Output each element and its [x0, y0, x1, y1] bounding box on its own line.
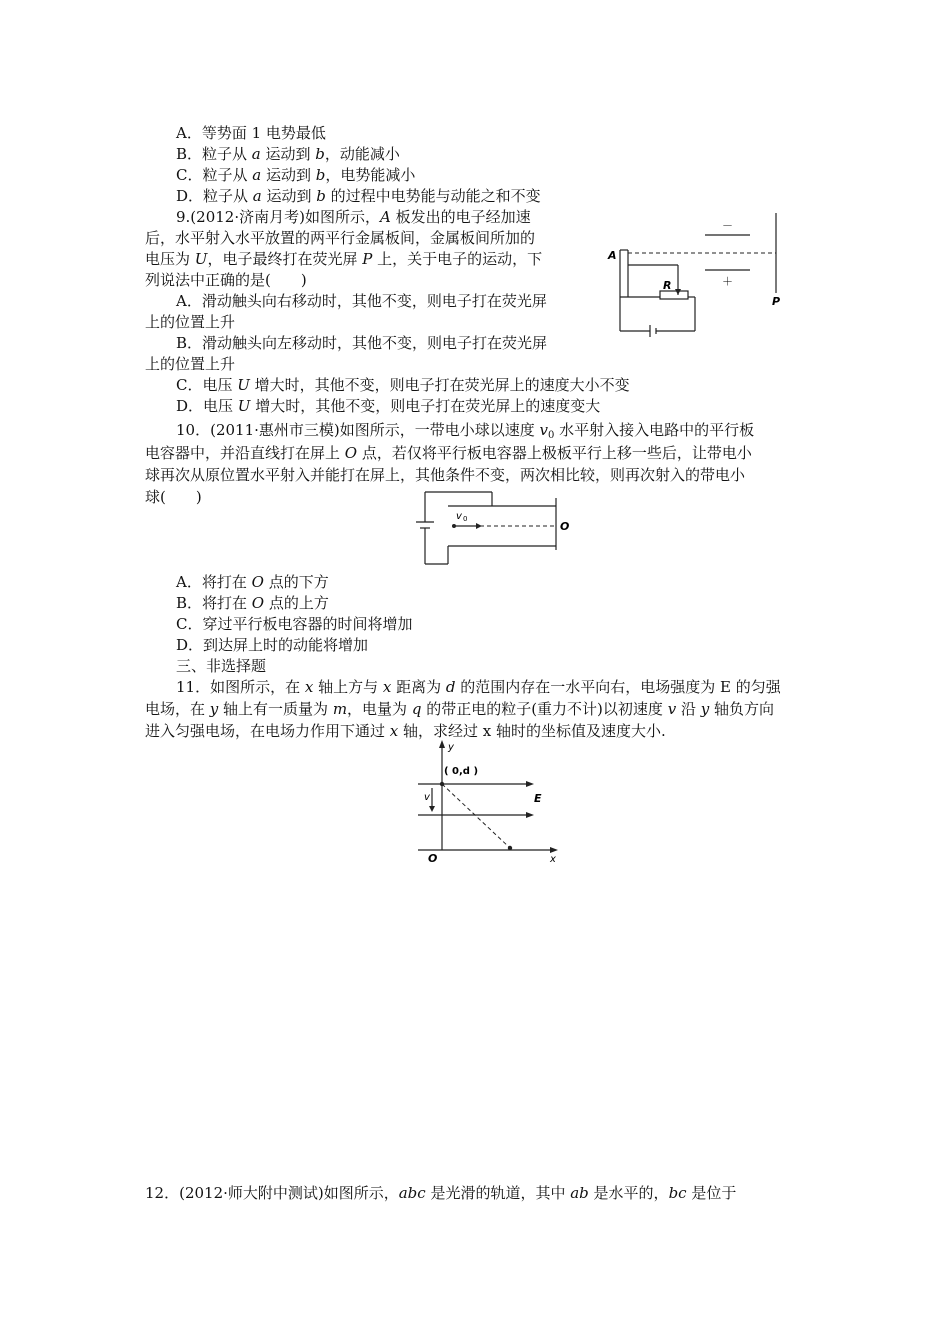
q11-stem-line-2: 电场，在 y 轴上有一质量为 m，电量为 q 的带正电的粒子(重力不计)以初速度 v 沿 y 轴负方向	[145, 700, 774, 718]
q9-circuit-figure	[600, 205, 790, 345]
q9-fig-p-label: P	[772, 295, 781, 308]
q10-fig-o-label: O	[560, 520, 570, 533]
q11-fig-y-label: y	[448, 742, 454, 753]
q10-stem-line-4: 球( )	[145, 488, 202, 506]
q10-capacitor-figure	[410, 488, 585, 568]
q10-stem-line-2: 电容器中，并沿直线打在屏上 O 点，若仅将平行板电容器上极板平行上移一些后，让带电小	[145, 444, 752, 462]
q11-stem-line-1: 11．如图所示，在 x 轴上方与 x 距离为 d 的范围内存在一水平向右，电场强度为 E 的匀强	[176, 678, 781, 696]
q10-stem-line-3: 球再次从原位置水平射入并能打在屏上，其他条件不变，两次相比较，则再次射入的带电小	[145, 466, 746, 484]
q11-fig-v-label: v	[424, 792, 430, 803]
q10-stem-line-1: 10．(2011·惠州市三模)如图所示，一带电小球以速度 $v_0$ 水平射入接入电路中的平行板	[176, 421, 755, 441]
q8-option-b: B．粒子从 a 运动到 b，动能减小	[176, 145, 400, 163]
q9-stem-line-1: 9.(2012·济南月考)如图所示，A 板发出的电子经加速	[176, 208, 531, 226]
q9-option-a: A．滑动触头向右移动时，其他不变，则电子打在荧光屏	[176, 292, 547, 310]
q9-option-c: C．电压 U 增大时，其他不变，则电子打在荧光屏上的速度大小不变	[176, 376, 630, 394]
q11-field-figure	[410, 738, 570, 866]
q9-option-b: B．滑动触头向左移动时，其他不变，则电子打在荧光屏	[176, 334, 548, 352]
q9-option-b-cont: 上的位置上升	[145, 355, 236, 373]
q11-stem-line-3: 进入匀强电场，在电场力作用下通过 x 轴，求经过 x 轴时的坐标值及速度大小.	[145, 722, 666, 740]
q9-fig-minus-label: －	[722, 219, 733, 232]
q9-stem-line-4: 列说法中正确的是( )	[145, 271, 307, 289]
section-heading-non-choice: 三、非选择题	[176, 657, 267, 675]
q8-option-a: A．等势面 1 电势最低	[176, 124, 326, 142]
q10-option-a: A．将打在 O 点的下方	[176, 573, 329, 591]
q11-fig-e-label: E	[534, 792, 542, 805]
q12-stem-line-1: 12．(2012·师大附中测试)如图所示，abc 是光滑的轨道，其中 ab 是水平的，bc 是位于	[145, 1184, 737, 1202]
q10-option-c: C．穿过平行板电容器的时间将增加	[176, 615, 413, 633]
q9-fig-plus-label: ＋	[722, 275, 733, 288]
q9-fig-a-label: A	[608, 249, 617, 262]
q9-stem-line-2: 后，水平射入水平放置的两平行金属板间，金属板间所加的	[145, 229, 536, 247]
q10-option-d: D．到达屏上时的动能将增加	[176, 636, 369, 654]
q9-option-a-cont: 上的位置上升	[145, 313, 236, 331]
q9-fig-r-label: R	[663, 279, 672, 292]
q8-option-c: C．粒子从 a 运动到 b，电势能减小	[176, 166, 416, 184]
q11-fig-x-label: x	[550, 854, 556, 865]
q10-fig-v-label: v	[456, 511, 462, 522]
q11-fig-o-label: O	[428, 852, 438, 865]
q9-stem-line-3: 电压为 U，电子最终打在荧光屏 P 上，关于电子的运动，下	[145, 250, 543, 268]
q11-fig-point-label: ( 0,d )	[444, 766, 479, 777]
q10-option-b: B．将打在 O 点的上方	[176, 594, 329, 612]
q10-fig-v-sub: 0	[463, 515, 468, 523]
q9-option-d: D．电压 U 增大时，其他不变，则电子打在荧光屏上的速度变大	[176, 397, 601, 415]
q8-option-d: D．粒子从 a 运动到 b 的过程中电势能与动能之和不变	[176, 187, 541, 205]
